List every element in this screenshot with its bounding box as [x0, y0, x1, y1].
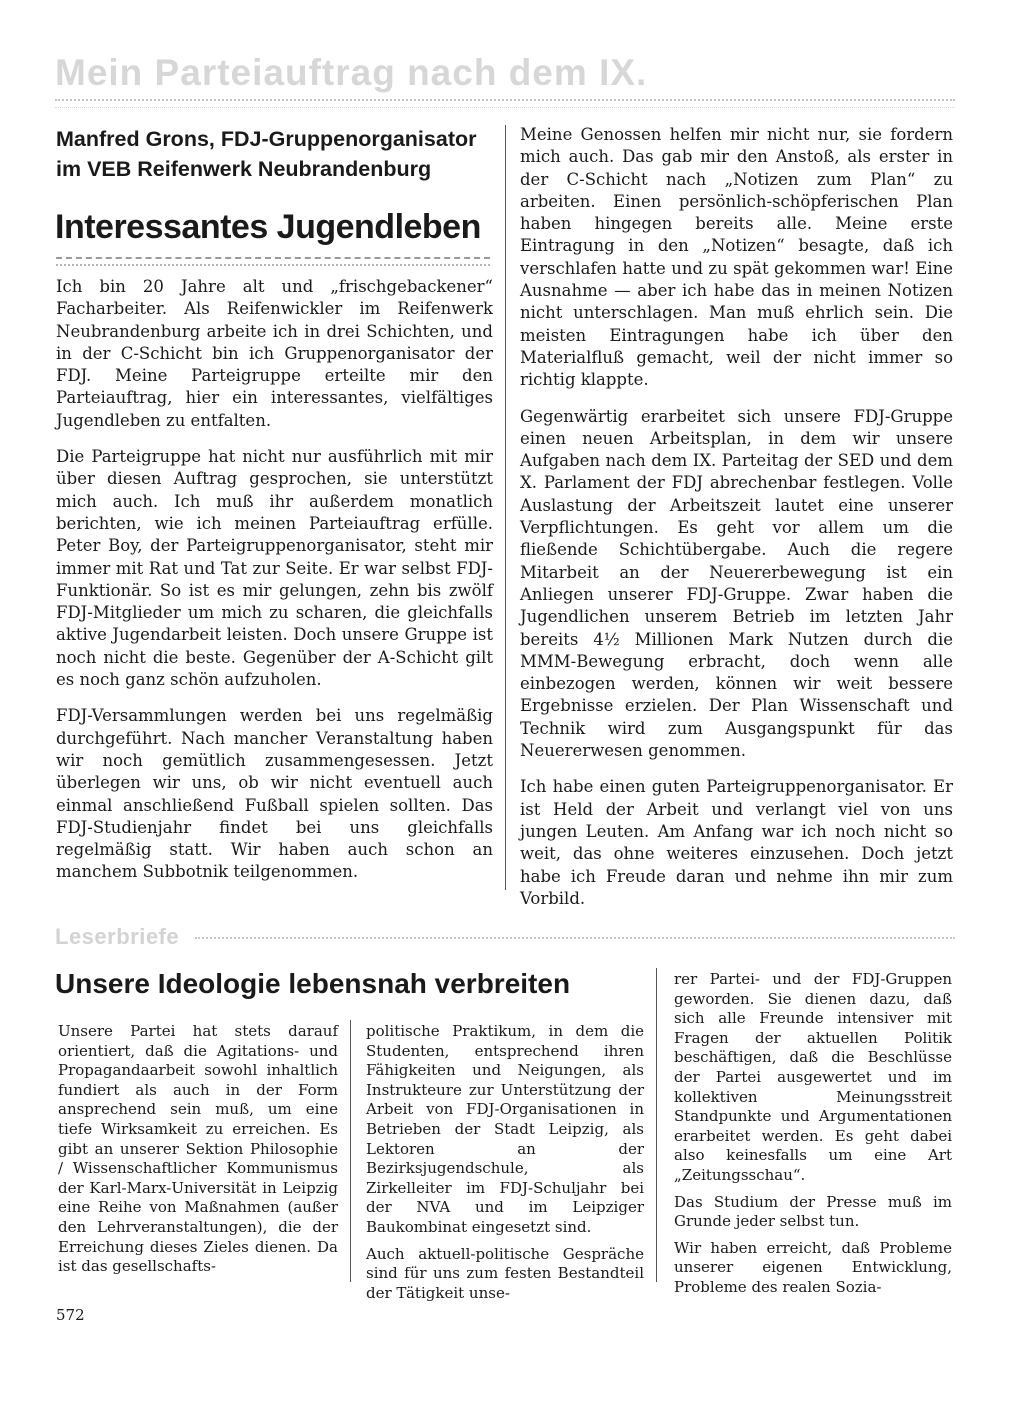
paragraph: FDJ-Versammlungen werden bei uns regelmäßig durchgeführt. Nach mancher Veranstaltung haben wir noch gemütlich zusammengesessen. Jetzt überlegen wir uns, ob wir nicht eventuell auch einmal anschließend Fußball spielen sollten. Das FDJ-Studienjahr findet bei uns gleichfalls regelmäßig statt. Wir haben auch schon an manchem Subbotnik teilgenommen.: [56, 706, 493, 882]
article2-column-1: [58, 1022, 338, 1284]
paragraph: Meine Genossen helfen mir nicht nur, sie fordern mich auch. Das gab mir den Anstoß, als erster in der C-Schicht nach „Notizen zum Plan“ zu arbeiten. Einen persönlich-schöpferischen Plan haben hingegen bereits alle. Meine erste Eintragung in den „Notizen“ besagte, daß ich verschlafen hatte und zu spät gekommen war! Eine Ausnahme — aber ich habe das in meinen Notizen nicht unterschlagen. Man muß ehrlich sein. Die meisten Eintragungen habe ich über den Materialfluß gemacht, weil der nicht immer so richtig klappte.: [520, 125, 953, 390]
column-separator: [505, 125, 506, 890]
page-number: 572: [56, 1306, 85, 1324]
series-kicker: Mein Parteiauftrag nach dem IX.: [55, 52, 648, 93]
paragraph: Ich bin 20 Jahre alt und „frischgebackener“ Facharbeiter. Als Reifenwickler im Reifenwerk Neubrandenburg arbeite ich in drei Schichten, und in der C-Schicht bin ich Gruppenorganisator der FDJ. Meine Parteigruppe erteilte mir den Parteiauftrag, hier ein interessantes, vielfältiges Jugendleben zu entfalten.: [56, 277, 493, 430]
paragraph: Das Studium der Presse muß im Grunde jeder selbst tun.: [674, 1192, 952, 1231]
article1-right-column: [520, 124, 953, 924]
paragraph: Auch aktuell-politische Gespräche sind für uns zum festen Bestandteil der Tätigkeit unse-: [366, 1244, 644, 1302]
kicker-rule: [55, 99, 955, 108]
article-headline: Interessantes Jugendleben: [55, 208, 481, 246]
section-label: Leserbriefe: [55, 924, 180, 949]
article2-column-2: [366, 1022, 644, 1310]
paragraph: Gegenwärtig erarbeitet sich unsere FDJ-Gruppe einen neuen Arbeitsplan, in dem wir unsere Aufgaben nach dem IX. Parteitag der SED und dem X. Parlament der FDJ abrechenbar festlegen. Volle Auslastung der Arbeitszeit lautet eine unserer Verpflichtungen. Es geht vor allem um die fließende Schichtübergabe. Auch die regere Mitarbeit an der Neuererbewegung ist ein Anliegen unserer FDJ-Gruppe. Zwar haben die Jugendlichen unserem Betrieb im letzten Jahr bereits 4½ Millionen Mark Nutzen durch die MMM-Bewegung erbracht, doch wenn alle einbezogen werden, können wir weit bessere Ergebnisse erzielen. Der Plan Wissenschaft und Technik wird zum Ausgangspunkt für das Neuererwesen genommen.: [520, 406, 953, 761]
column-separator: [350, 1020, 351, 1282]
paragraph: Unsere Partei hat stets darauf orientiert, daß die Agitations- und Propagandaarbeit sowohl inhaltlich fundiert als auch in der Form ansprechend sein muß, um eine tiefe Wirksamkeit zu erreichen. Es gibt an unserer Sektion Philosophie / Wissenschaftlicher Kommunismus der Karl-Marx-Universität in Leipzig eine Reihe von Maßnahmen (außer den Lehrveranstaltungen), die der Erreichung dieses Zieles dienen. Da ist das gesellschafts-: [58, 1022, 338, 1276]
section-rule: [195, 937, 955, 939]
paragraph: Die Parteigruppe hat nicht nur ausführlich mit mir über diesen Auftrag gesprochen, sie unterstützt mich auch. Ich muß ihr außerdem monatlich berichten, wie ich meinen Parteiauftrag erfülle. Peter Boy, der Parteigruppenorganisator, steht mir immer mit Rat und Tat zur Seite. Er war selbst FDJ-Funktionär. So ist es mir gelungen, zehn bis zwölf FDJ-Mitglieder um mich zu scharen, die gleichfalls aktive Jugendarbeit leisten. Doch unsere Gruppe ist noch nicht die beste. Gegenüber der A-Schicht gilt es noch ganz schön aufzuholen.: [56, 447, 493, 690]
letter-headline: Unsere Ideologie lebensnah verbreiten: [55, 968, 571, 999]
paragraph: politische Praktikum, in dem die Studenten, entsprechend ihren Fähigkeiten und Neigungen, als Instrukteure zur Unterstützung der Arbeit von FDJ-Organisationen in Betrieben der Stadt Leipzig, als Lektoren an der Bezirksjugendschule, als Zirkelleiter im FDJ-Schuljahr bei der NVA und im Leipziger Baukombinat eingesetzt sind.: [366, 1022, 644, 1236]
paragraph: Ich habe einen guten Parteigruppenorganisator. Er ist Held der Arbeit und verlangt viel von uns jungen Leuten. Am Anfang war ich noch nicht so weit, das ohne weiteres einzusehen. Doch jetzt habe ich Freude daran und nehme ihn mir zum Vorbild.: [520, 777, 953, 908]
headline-rule: [56, 257, 490, 266]
article-author: Manfred Grons, FDJ-Gruppenorganisator im VEB Reifenwerk Neubrandenburg: [56, 127, 477, 181]
paragraph: Wir haben erreicht, daß Probleme unserer eigenen Entwicklung, Probleme des realen Sozia-: [674, 1238, 952, 1296]
article2-column-3: [674, 970, 952, 1305]
column-separator: [656, 968, 657, 1282]
paragraph: rer Partei- und der FDJ-Gruppen geworden. Sie dienen dazu, daß sich alle Freunde intensiver mit Fragen der aktuellen Politik beschäftigen, daß die Beschlüsse der Partei ausgewertet und im kollektiven Meinungsstreit Standpunkte und Argumentationen erarbeitet werden. Es geht dabei also keinesfalls um eine Art „Zeitungsschau“.: [674, 970, 952, 1184]
article1-left-column: [56, 276, 493, 898]
